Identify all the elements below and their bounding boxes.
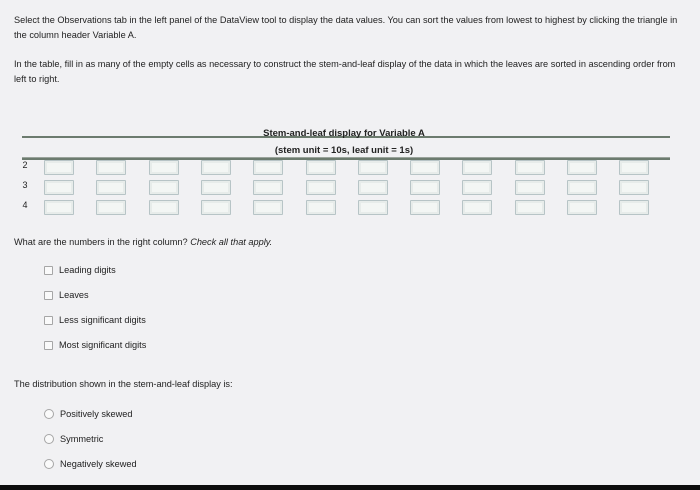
leaf-input-cell[interactable] <box>358 180 388 195</box>
leaf-input-cell[interactable] <box>462 160 492 175</box>
option-negatively-skewed[interactable] <box>44 459 137 469</box>
instruction-paragraph-1: Select the Observations tab in the left panel of the DataView tool to display the data values. You can sort the values from lowest to highest by clicking the triangle in the column header Variable A. <box>14 15 678 40</box>
bottom-border <box>0 485 700 490</box>
checkbox[interactable] <box>44 291 53 300</box>
leaf-input-cell[interactable] <box>306 160 336 175</box>
leaf-input-cell[interactable] <box>253 180 283 195</box>
leaf-input-cell[interactable] <box>149 180 179 195</box>
leaf-input-cell[interactable] <box>149 160 179 175</box>
table-title: Stem-and-leaf display for Variable A <box>263 128 425 139</box>
leaf-input-cell[interactable] <box>410 160 440 175</box>
table-subtitle: (stem unit = 10s, leaf unit = 1s) <box>274 145 414 156</box>
leaf-input-cell[interactable] <box>358 200 388 215</box>
leaf-input-cell[interactable] <box>462 180 492 195</box>
question-prompt: What are the numbers in the right column? <box>14 237 191 247</box>
question-distribution: The distribution shown in the stem-and-leaf display is: <box>14 379 233 389</box>
leaf-input-cell[interactable] <box>253 160 283 175</box>
option-leaves[interactable] <box>44 290 89 300</box>
option-label: Leaves <box>59 290 89 300</box>
leaf-input-cell[interactable] <box>44 200 74 215</box>
leaf-input-cell[interactable] <box>201 160 231 175</box>
instruction-paragraph-2: In the table, fill in as many of the empty cells as necessary to construct the stem-and-leaf display of the data in which the leaves are sorted in ascending order from left to right. <box>14 59 676 84</box>
option-positively-skewed[interactable] <box>44 409 133 419</box>
radio-button[interactable] <box>44 409 54 419</box>
question-instruction: Check all that apply. <box>190 237 273 247</box>
option-label: Symmetric <box>60 434 104 444</box>
stem-cell: 2 <box>22 160 28 170</box>
radio-button[interactable] <box>44 459 54 469</box>
leaf-input-cell[interactable] <box>201 200 231 215</box>
leaf-input-cell[interactable] <box>96 180 126 195</box>
leaf-input-cell[interactable] <box>619 160 649 175</box>
option-label: Positively skewed <box>60 409 133 419</box>
leaf-input-cell[interactable] <box>306 200 336 215</box>
option-symmetric[interactable] <box>44 434 103 444</box>
leaf-input-cell[interactable] <box>201 180 231 195</box>
leaf-input-cell[interactable] <box>149 200 179 215</box>
leaf-input-cell[interactable] <box>44 160 74 175</box>
leaf-input-cell[interactable] <box>253 200 283 215</box>
leaf-input-cell[interactable] <box>567 160 597 175</box>
option-label: Less significant digits <box>59 315 146 325</box>
leaf-input-cell[interactable] <box>567 180 597 195</box>
option-most-significant-digits[interactable] <box>44 340 146 350</box>
radio-button[interactable] <box>44 434 54 444</box>
checkbox[interactable] <box>44 266 53 275</box>
option-label: Leading digits <box>59 265 116 275</box>
leaf-input-cell[interactable] <box>410 200 440 215</box>
leaf-input-cell[interactable] <box>515 200 545 215</box>
leaf-input-cell[interactable] <box>619 200 649 215</box>
stem-cell: 4 <box>22 200 28 210</box>
question-right-column <box>14 237 272 247</box>
leaf-input-cell[interactable] <box>619 180 649 195</box>
leaf-input-cell[interactable] <box>410 180 440 195</box>
option-label: Negatively skewed <box>60 459 137 469</box>
leaf-input-cell[interactable] <box>462 200 492 215</box>
leaf-input-cell[interactable] <box>96 160 126 175</box>
option-label: Most significant digits <box>59 340 147 350</box>
leaf-input-cell[interactable] <box>44 180 74 195</box>
option-leading-digits[interactable] <box>44 265 116 275</box>
leaf-input-cell[interactable] <box>306 180 336 195</box>
leaf-input-cell[interactable] <box>515 160 545 175</box>
stem-cell: 3 <box>22 180 28 190</box>
leaf-input-cell[interactable] <box>96 200 126 215</box>
leaf-input-cell[interactable] <box>567 200 597 215</box>
checkbox[interactable] <box>44 316 53 325</box>
leaf-input-cell[interactable] <box>515 180 545 195</box>
leaf-input-cell[interactable] <box>358 160 388 175</box>
option-less-significant-digits[interactable] <box>44 315 146 325</box>
checkbox[interactable] <box>44 341 53 350</box>
